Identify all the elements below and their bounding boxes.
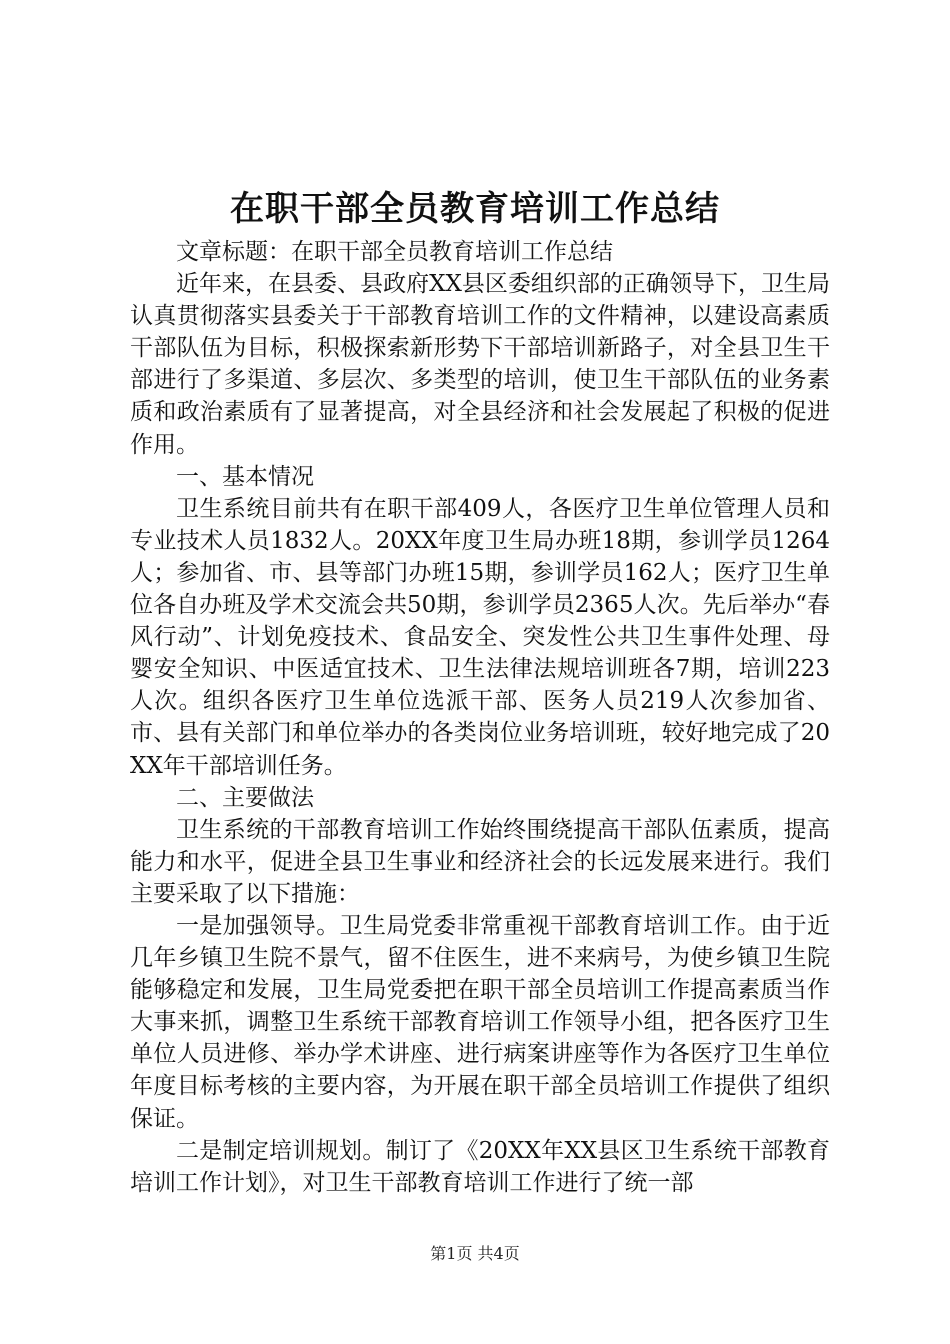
measure-one-paragraph: 一是加强领导。卫生局党委非常重视干部教育培训工作。由于近几年乡镇卫生院不景气，留不住医生，进不来病号，为使乡镇卫生院能够稳定和发展，卫生局党委把在职干部全员培训工作提高素质当作大事来抓，调整卫生系统干部教育培训工作领导小组，把各医疗卫生单位人员进修、举办学术讲座、进行病案讲座等作为各医疗卫生单位年度目标考核的主要内容，为开展在职干部全员培训工作提供了组织保证。 xyxy=(130,912,830,1132)
main-practices-paragraph: 卫生系统的干部教育培训工作始终围绕提高干部队伍素质，提高能力和水平，促进全县卫生事业和经济社会的长远发展来进行。我们主要采取了以下措施： xyxy=(130,816,830,907)
page-number-footer: 第1页 共4页 xyxy=(430,1244,520,1263)
section-heading-basic-situation: 一、基本情况 xyxy=(176,463,314,490)
document-body xyxy=(130,236,830,1199)
section-heading-main-practices: 二、主要做法 xyxy=(176,784,314,811)
document-title: 在职干部全员教育培训工作总结 xyxy=(230,189,720,229)
measure-two-paragraph: 二是制定培训规划。制订了《20XX年XX县区卫生系统干部教育培训工作计划》，对卫生干部教育培训工作进行了统一部 xyxy=(130,1137,830,1196)
intro-paragraph: 近年来，在县委、县政府XX县区委组织部的正确领导下，卫生局认真贯彻落实县委关于干部教育培训工作的文件精神，以建设高素质干部队伍为目标，积极探索新形势下干部培训新路子，对全县卫生干部进行了多渠道、多层次、多类型的培训，使卫生干部队伍的业务素质和政治素质有了显著提高，对全县经济和社会发展起了积极的促进作用。 xyxy=(130,271,830,458)
article-title-line: 文章标题：在职干部全员教育培训工作总结 xyxy=(176,239,613,265)
basic-situation-paragraph: 卫生系统目前共有在职干部409人，各医疗卫生单位管理人员和专业技术人员1832人。20XX年度卫生局办班18期，参训学员1264人；参加省、市、县等部门办班15期，参训学员162人；医疗卫生单位各自办班及学术交流会共50期，参训学员2365人次。先后举办“春风行动”、计划免疫技术、食品安全、突发性公共卫生事件处理、母婴安全知识、中医适宜技术、卫生法律法规培训班各7期，培训223人次。组织各医疗卫生单位选派干部、医务人员219人次参加省、市、县有关部门和单位举办的各类岗位业务培训班，较好地完成了20XX年干部培训任务。 xyxy=(130,495,830,779)
